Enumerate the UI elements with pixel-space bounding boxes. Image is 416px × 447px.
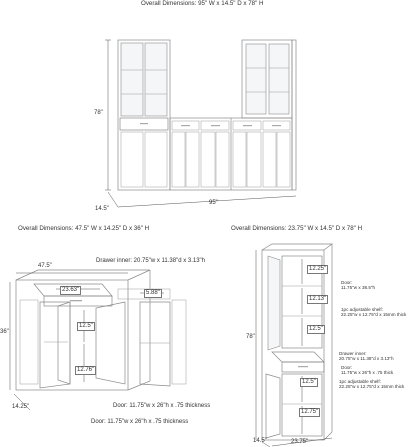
pantry-shelf-label: 1pc adjustable shelf: [341,307,383,312]
sideboard-height-label: 36" [0,329,9,335]
full-set-width-label: 95" [209,200,218,206]
pantry-door-label: Door: [341,280,353,285]
full-set-overall-dimensions: Overall Dimensions: 95" W x 14.5" D x 78" H [141,0,264,7]
left-pantry-glass-door-left [121,43,143,116]
sideboard-body [16,280,128,390]
pantry-drawer-label: Drawer inner: [339,351,367,356]
pantry-upper-shelf-2-label: 12.13" [309,296,327,302]
pantry-upper-shelf-3-label: 12.5" [309,326,323,332]
sideboard-overall-dimensions: Overall Dimensions: 47.5" W x 14.25" D x 36" H [18,225,150,232]
pantry-lower-shelf-1-label: 12.5" [302,379,316,385]
pantry-door-size: 11.75"w x 38.5"h [341,285,376,290]
pantry-lower-door-label: Door: [341,365,353,370]
sideboard-drawer-depth-label: 5.88" [146,290,160,296]
sideboard-door-note-1: Door: 11.75"w x 26"h x .75 thickness [113,403,211,409]
sideboard-door-note-2: Door: 11.75"w x 26"h x .75 thickness [91,419,189,425]
full-set-height-label: 78" [94,110,103,116]
pantry-lower-shelf-label: 1pc adjustable shelf: [339,379,381,384]
pantry-lower-shelf-size: 22.25"w x 12.75"d x 15mm thick [339,384,405,389]
pantry-drawing [256,244,332,447]
pantry-overall-dimensions: Overall Dimensions: 23.75" W x 14.5" D x 78" H [231,225,363,232]
full-set-depth-label: 14.5" [95,206,109,212]
left-pantry-glass-door-right [145,43,167,116]
pantry-depth-label: 14.5" [253,438,267,444]
full-set-drawing [105,40,296,207]
pantry-width-label: 23.75" [291,439,309,445]
pantry-shelf-size: 22.25"w x 12.75"d x 15mm thick [341,312,407,317]
pantry-drawer-size: 20.75"w x 11.38"d x 3.13"h [339,356,394,361]
pantry-height-label: 78" [246,334,255,340]
pantry-lower-shelf-2-label: 12.75" [301,409,319,415]
pantry-upper-shelf-1-label: 12.25" [309,266,327,272]
full-set-width-dimension [118,196,296,207]
sideboard-lower-shelf-label: 12.76" [77,367,95,373]
sideboard-width-label: 47.5" [38,263,52,269]
sideboard-drawer-inner: Drawer inner: 20.75"w x 11.38"d x 3.13"h [96,258,206,264]
sideboard-drawer-width-label: 23.63" [62,287,80,293]
pantry-lower-door-size: 11.75"w x 26"h x .75 thick [341,370,394,375]
sideboard-upper-shelf-label: 12.5" [79,323,93,329]
full-set-depth-dimension [108,192,118,207]
sideboard-depth-label: 14.25" [12,404,30,410]
